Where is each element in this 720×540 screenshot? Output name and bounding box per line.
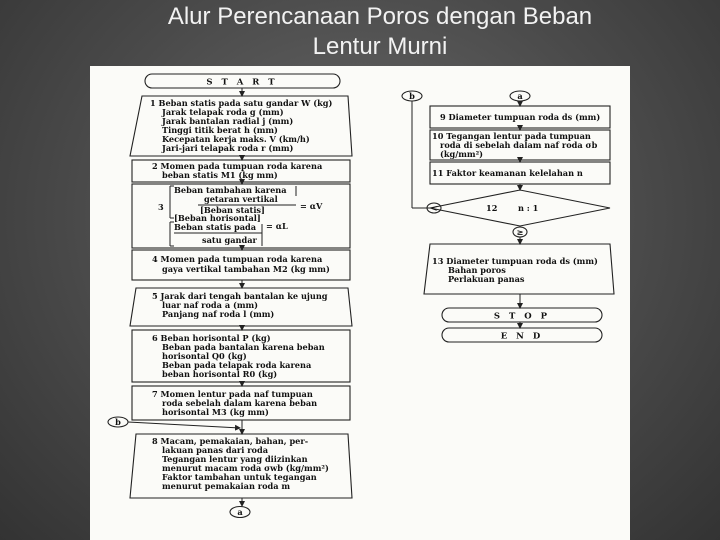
step-3-alpha-v: = αV xyxy=(300,201,323,211)
step-13-line-2: Bahan poros xyxy=(448,265,506,275)
title-line-2: Lentur Murni xyxy=(312,33,448,60)
step-1-line-2: Jarak telapak roda g (mm) xyxy=(162,107,284,117)
step-7-line-1: 7 Momen lentur pada naf tumpuan xyxy=(152,389,313,399)
step-3-line-3: [Beban statis] xyxy=(200,205,265,215)
decision-lt-label: < xyxy=(430,203,438,213)
step-5-line-1: 5 Jarak dari tengah bantalan ke ujung xyxy=(152,291,328,301)
step-12-number: 12 xyxy=(486,203,498,213)
step-1-line-3: Jarak bantalan radial j (mm) xyxy=(162,116,294,126)
step-8-line-6: menurut pemakaian roda m xyxy=(162,481,291,491)
step-13-line-3: Perlakuan panas xyxy=(448,274,525,284)
step-7-line-3: horisontal M3 (kg mm) xyxy=(162,407,269,417)
step-7-line-2: roda sebelah dalam karena beban xyxy=(162,398,318,408)
step-2-line-1: 2 Momen pada tumpuan roda karena xyxy=(152,161,323,171)
end-label: E N D xyxy=(500,331,544,342)
connector-a-top-label: a xyxy=(517,91,523,101)
slide-title xyxy=(0,2,720,62)
step-8-line-3: Tegangan lentur yang diizinkan xyxy=(162,454,308,464)
connector-b-top-label: b xyxy=(409,91,415,101)
step-3-line-6: satu gandar xyxy=(202,235,257,245)
step-3-alpha-l: = αL xyxy=(266,221,288,231)
step-6-line-3: horisontal Q0 (kg) xyxy=(162,351,247,361)
step-3-line-1: Beban tambahan karena xyxy=(174,185,287,195)
step-11-line-1: 11 Faktor keamanan kelelahan n xyxy=(432,168,583,178)
step-1-line-1: 1 Beban statis pada satu gandar W (kg) xyxy=(150,98,333,108)
step-4-line-1: 4 Momen pada tumpuan roda karena xyxy=(152,254,323,264)
step-10-line-3: (kg/mm²) xyxy=(440,149,484,159)
step-3-line-5: Beban statis pada xyxy=(174,222,257,232)
title-line-1: Alur Perencanaan Poros dengan Beban xyxy=(167,3,593,30)
step-6-line-2: Beban pada bantalan karena beban xyxy=(162,342,325,352)
step-3-number: 3 xyxy=(158,202,164,212)
step-8-line-2: lakuan panas dari roda xyxy=(162,445,269,455)
step-6-line-1: 6 Beban horisontal P (kg) xyxy=(152,333,271,343)
step-8-line-4: menurut macam roda σwb (kg/mm²) xyxy=(162,463,329,473)
step-2-line-2: beban statis M1 (kg mm) xyxy=(162,170,278,180)
step-10-line-1: 10 Tegangan lentur pada tumpuan xyxy=(432,131,591,141)
flowchart-image xyxy=(90,66,630,540)
step-8-line-5: Faktor tambahan untuk tegangan xyxy=(162,472,317,482)
step-4-line-2: gaya vertikal tambahan M2 (kg mm) xyxy=(162,264,330,274)
step-6-line-4: Beban pada telapak roda karena xyxy=(162,360,312,370)
step-10-line-2: roda di sebelah dalam naf roda σb xyxy=(440,140,598,150)
stop-label: S T O P xyxy=(493,311,551,322)
connector-b-left-label: b xyxy=(115,417,121,427)
step-6-line-5: beban horisontal R0 (kg) xyxy=(162,369,278,379)
step-1-line-6: Jari-jari telapak roda r (mm) xyxy=(162,143,294,153)
step-12-condition: n : 1 xyxy=(518,203,539,213)
step-8-line-1: 8 Macam, pemakaian, bahan, per- xyxy=(152,436,309,446)
step-9-line-1: 9 Diameter tumpuan roda ds (mm) xyxy=(440,112,601,122)
start-label: S T A R T xyxy=(206,77,278,88)
step-1-line-4: Tinggi titik berat h (mm) xyxy=(162,125,278,135)
step-1-line-5: Kecepatan kerja maks. V (km/h) xyxy=(162,134,310,144)
step-13-line-1: 13 Diameter tumpuan roda ds (mm) xyxy=(432,256,598,266)
step-5-line-3: Panjang naf roda l (mm) xyxy=(162,309,275,319)
step-5-line-2: luar naf roda a (mm) xyxy=(162,300,259,310)
step-3-line-2: getaran vertikal xyxy=(204,194,278,204)
connector-a-bottom-label: a xyxy=(237,507,243,517)
step-3-line-4: [Beban horisontal] xyxy=(174,213,261,223)
decision-ge-label: ≥ xyxy=(516,227,524,237)
flowchart-svg xyxy=(90,66,630,540)
